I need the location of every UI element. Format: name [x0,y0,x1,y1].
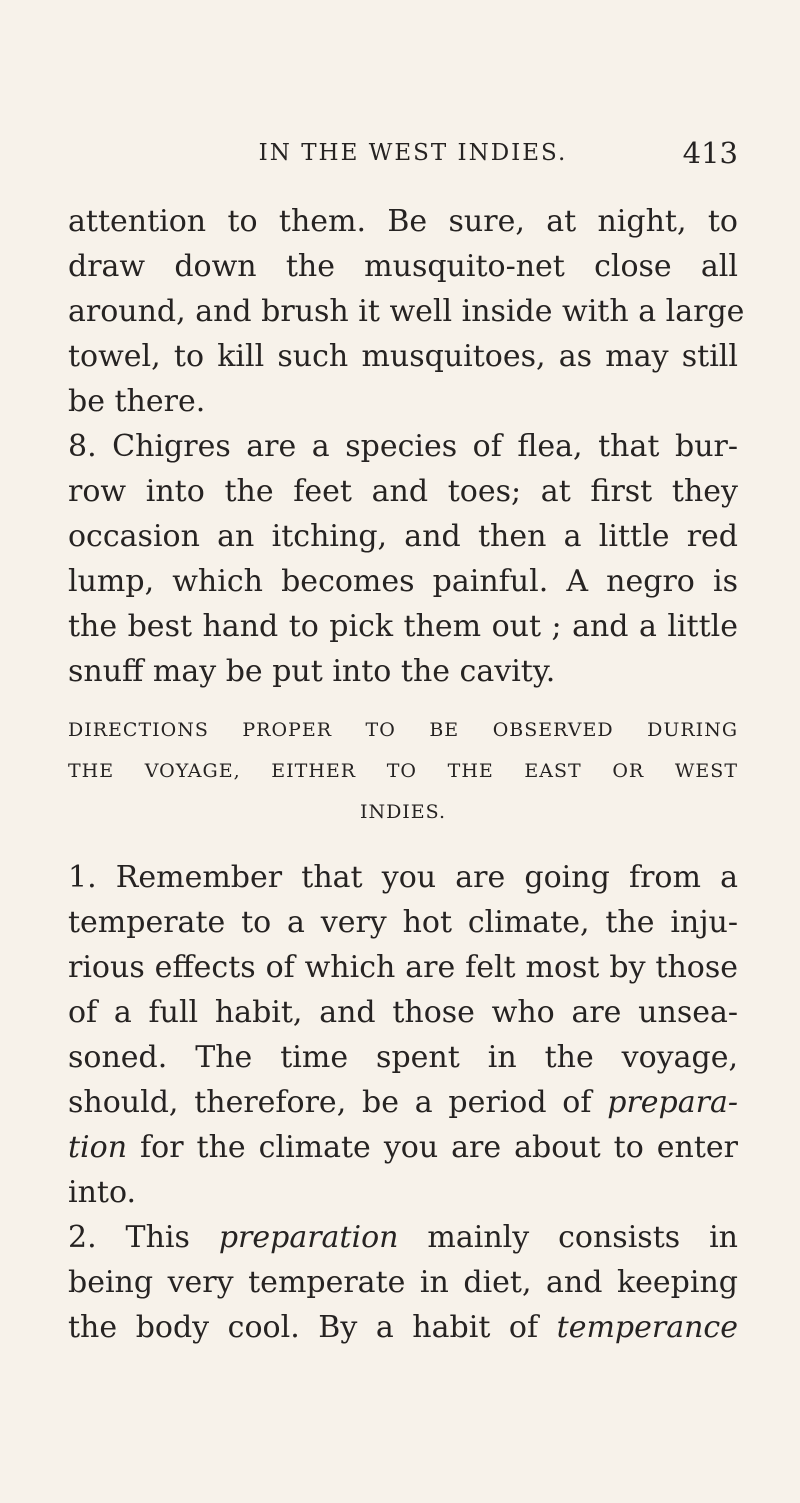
italic-text: tion [68,1130,128,1165]
text-line: around, and brush it well inside with a large [68,294,745,329]
text-line [68,1081,738,1125]
text-line: 8. Chigres are a species of flea, that bur- [68,429,738,464]
running-title: IN THE WEST INDIES. [258,140,568,166]
text-run: for the climate you are about to enter [127,1130,738,1165]
text-line: lump, which becomes painful. A negro is [68,564,738,599]
section-heading-line: THE VOYAGE, EITHER TO THE EAST OR WEST [68,760,738,782]
italic-text: temperance [556,1310,738,1345]
text-line: being very temperate in diet, and keeping [68,1265,738,1300]
text-run: should, therefore, be a period of [68,1085,608,1120]
text-line: soned. The time spent in the voyage, [68,1040,738,1075]
italic-text: preparation [218,1220,399,1255]
text-run: 2. This [68,1220,219,1255]
text-line: snuff may be put into the cavity. [68,654,556,689]
page-header [68,136,738,176]
text-line: towel, to kill such musquitoes, as may still [68,339,738,374]
text-line: draw down the musquito-net close all [68,249,738,284]
text-line: temperate to a very hot climate, the inju- [68,905,738,940]
text-line [68,1216,738,1260]
section-heading-line: DIRECTIONS PROPER TO BE OBSERVED DURING [68,719,738,741]
text-line: rious effects of which are felt most by those [68,950,738,985]
text-line: row into the feet and toes; at first they [68,474,738,509]
text-line: the best hand to pick them out ; and a little [68,609,738,644]
text-line: attention to them. Be sure, at night, to [68,204,738,239]
text-line: into. [68,1175,137,1210]
text-run: the body cool. By a habit of [68,1310,557,1345]
page-number: 413 [682,136,738,170]
section-heading-line: INDIES. [359,801,447,823]
text-run: mainly consists in [398,1220,738,1255]
text-line: 1. Remember that you are going from a [68,860,738,895]
text-line: of a full habit, and those who are unsea- [68,995,738,1030]
text-line: be there. [68,384,206,419]
text-line [68,1126,738,1170]
text-line: occasion an itching, and then a little red [68,519,738,554]
text-line [68,1306,738,1350]
italic-text: prepara- [607,1085,738,1120]
